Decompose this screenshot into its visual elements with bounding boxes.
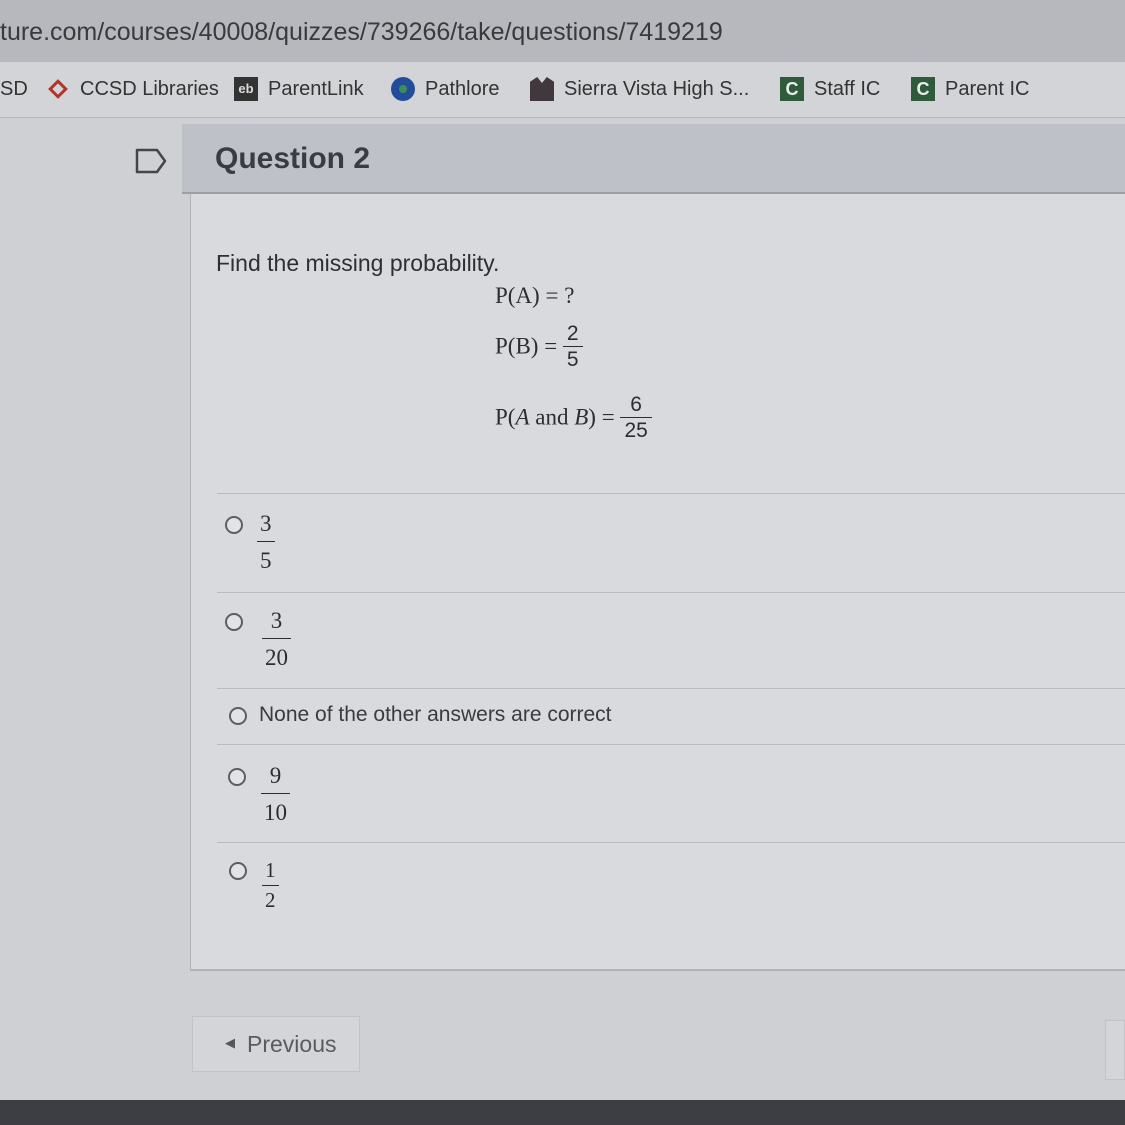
bookmark-label: Pathlore [425, 77, 500, 100]
bookmark-label: Parent IC [945, 77, 1030, 100]
bookmark-label: ParentLink [268, 77, 364, 100]
given-pa [495, 283, 574, 309]
option-radio[interactable] [228, 768, 246, 786]
option-fraction[interactable] [261, 763, 290, 826]
given-pb [495, 322, 583, 371]
question-card [190, 194, 1125, 971]
option-fraction[interactable] [257, 511, 275, 574]
divider [217, 744, 1125, 745]
bookmark-label: SD [0, 77, 28, 100]
divider [217, 493, 1125, 494]
address-bar[interactable] [0, 0, 1125, 62]
c-icon: C [780, 77, 804, 101]
flag-question-icon[interactable] [135, 148, 167, 174]
option-denominator: 5 [260, 548, 272, 573]
given-pb-label: P(B) = [495, 333, 558, 359]
given-pab-numerator: 6 [620, 393, 651, 418]
option-fraction[interactable] [262, 858, 279, 913]
given-pab-denominator: 25 [624, 419, 648, 443]
next-button[interactable] [1105, 1020, 1125, 1080]
bookmark-pathlore[interactable] [391, 75, 500, 103]
divider [217, 592, 1125, 593]
bookmark-ccsd-libraries[interactable] [46, 75, 219, 103]
previous-button[interactable] [192, 1016, 360, 1072]
option-radio[interactable] [229, 707, 247, 725]
divider [217, 688, 1125, 689]
option-radio[interactable] [225, 613, 243, 631]
question-prompt: Find the missing probability. [216, 250, 500, 276]
option-numerator: 1 [262, 858, 279, 886]
diamond-icon [48, 79, 68, 99]
given-pab-fraction [620, 393, 651, 442]
option-numerator: 3 [262, 608, 291, 639]
given-pb-fraction [563, 322, 583, 371]
bookmark-parentlink[interactable] [234, 75, 364, 103]
bookmark-label: CCSD Libraries [80, 77, 219, 100]
option-numerator: 3 [257, 511, 275, 542]
question-header [182, 124, 1125, 194]
bookmark-sierra-vista[interactable] [530, 75, 749, 103]
question-title: Question 2 [215, 142, 371, 175]
option-numerator: 9 [261, 763, 290, 794]
bookmark-label: Staff IC [814, 77, 881, 100]
bookmarks-bar [0, 62, 1125, 118]
option-fraction[interactable] [262, 608, 291, 671]
given-pb-denominator: 5 [566, 348, 579, 372]
previous-label: Previous [247, 1031, 337, 1057]
monitor-bezel [0, 1100, 1125, 1125]
divider [217, 842, 1125, 843]
option-denominator: 2 [265, 888, 276, 912]
option-denominator: 20 [265, 645, 288, 670]
given-pab-label: P(A and B) = [495, 404, 615, 430]
circle-logo-icon [391, 77, 415, 101]
url-text[interactable]: ture.com/courses/40008/quizzes/739266/take/questions/7419219 [0, 18, 723, 46]
bookmark-sd[interactable] [0, 75, 28, 103]
option-text[interactable]: None of the other answers are correct [259, 703, 612, 726]
caret-left-icon: ◀ [225, 1035, 235, 1050]
bookmark-parent-ic[interactable] [911, 75, 1029, 103]
given-pa-text: P(A) = ? [495, 283, 575, 308]
option-denominator: 10 [264, 800, 287, 825]
option-radio[interactable] [225, 516, 243, 534]
c-icon: C [911, 77, 935, 101]
bookmark-staff-ic[interactable] [780, 75, 880, 103]
given-pb-numerator: 2 [563, 322, 583, 347]
mascot-icon [530, 77, 554, 101]
given-pab [495, 393, 652, 442]
bookmark-label: Sierra Vista High S... [564, 77, 750, 100]
option-radio[interactable] [229, 862, 247, 880]
eb-icon: eb [234, 77, 258, 101]
